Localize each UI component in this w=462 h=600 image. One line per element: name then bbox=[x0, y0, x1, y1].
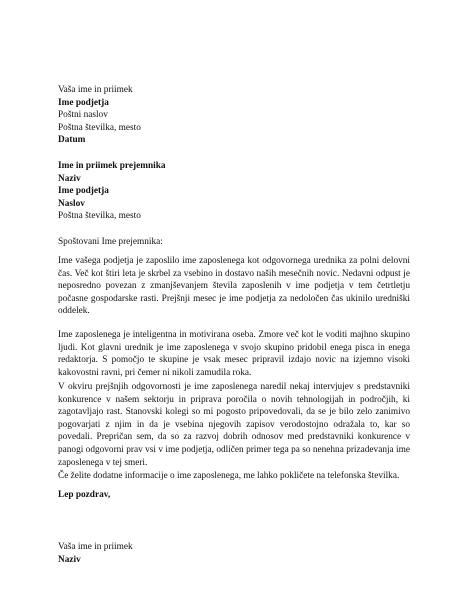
sender-postal: Poštna številka, mesto bbox=[58, 122, 141, 133]
body-paragraph-2: Ime zaposlenega je inteligentna in motivirana oseba. Zmore več kot le voditi majhno skupino ljudi. Kot glavni urednik je ime zaposlenega v svojo skupino pridobil enega pisca in enega redaktorja. S pomočjo te skupine je vsak mesec pripravil izdajo novic na izjemno visoki kakovostni ravni, pri čemer ni nikoli zamudila roka. bbox=[58, 330, 410, 378]
recipient-company: Ime podjetja bbox=[58, 186, 109, 197]
signature-title: Naziv bbox=[58, 554, 81, 565]
recipient-title: Naziv bbox=[58, 173, 81, 184]
signature-block bbox=[58, 541, 410, 566]
body-paragraph-4: Če želite dodatne informacije o ime zaposlenega, me lahko pokličete na telefonska številka. bbox=[58, 471, 400, 481]
letter-date: Datum bbox=[58, 135, 86, 146]
body-paragraph-3: V okviru prejšnjih odgovornosti je ime zaposlenega naredil nekaj intervjujev s predstavniki konkurence v našem sektorju in priprava poročila o novih tehnologijah in področjih, ki zagotavljajo rast. Stanovski kolegi so mi pogosto pripovedovali, da se je bilo zelo zanimivo pogovarjati z njim in da je vsebina njegovih zapisov verodostojno odražala to, kar so povedali. Prepričan sem, da so za razvoj dobrih odnosov med predstavniki konkurence v panogi odgovorni prav vsi v ime podjetja, odličen primer tega pa so nenehna prizadevanja ime zaposlenega v tej smeri. bbox=[58, 382, 410, 468]
recipient-block bbox=[58, 160, 410, 223]
signature-name: Vaša ime in priimek bbox=[58, 542, 133, 552]
salutation: Spoštovani Ime prejemnika: bbox=[58, 237, 163, 247]
sender-block bbox=[58, 84, 410, 147]
recipient-postal: Poštna številka, mesto bbox=[58, 211, 141, 222]
sender-name: Vaša ime in priimek bbox=[58, 85, 133, 95]
body-paragraph-1: Ime vašega podjetja je zaposlilo ime zaposlenega kot odgovornega urednika za polni delovni čas. Več kot štiri leta je skrbel za vsebino in dostavo naših mesečnih novic. Nedavni odpust je neposredno povezan z zmanjševanjem števila zaposlenih v ime podjetja v tem četrtletju počasne gospodarske rasti. Prejšnji mesec je ime podjetja za nedoločen čas ukinilo uredniški oddelek. bbox=[58, 256, 410, 317]
closing: Lep pozdrav, bbox=[58, 490, 111, 500]
sender-company: Ime podjetja bbox=[58, 97, 109, 108]
sender-address: Poštni naslov bbox=[58, 110, 108, 121]
recipient-address: Naslov bbox=[58, 198, 85, 209]
recipient-name: Ime in priimek prejemnika bbox=[58, 161, 166, 171]
